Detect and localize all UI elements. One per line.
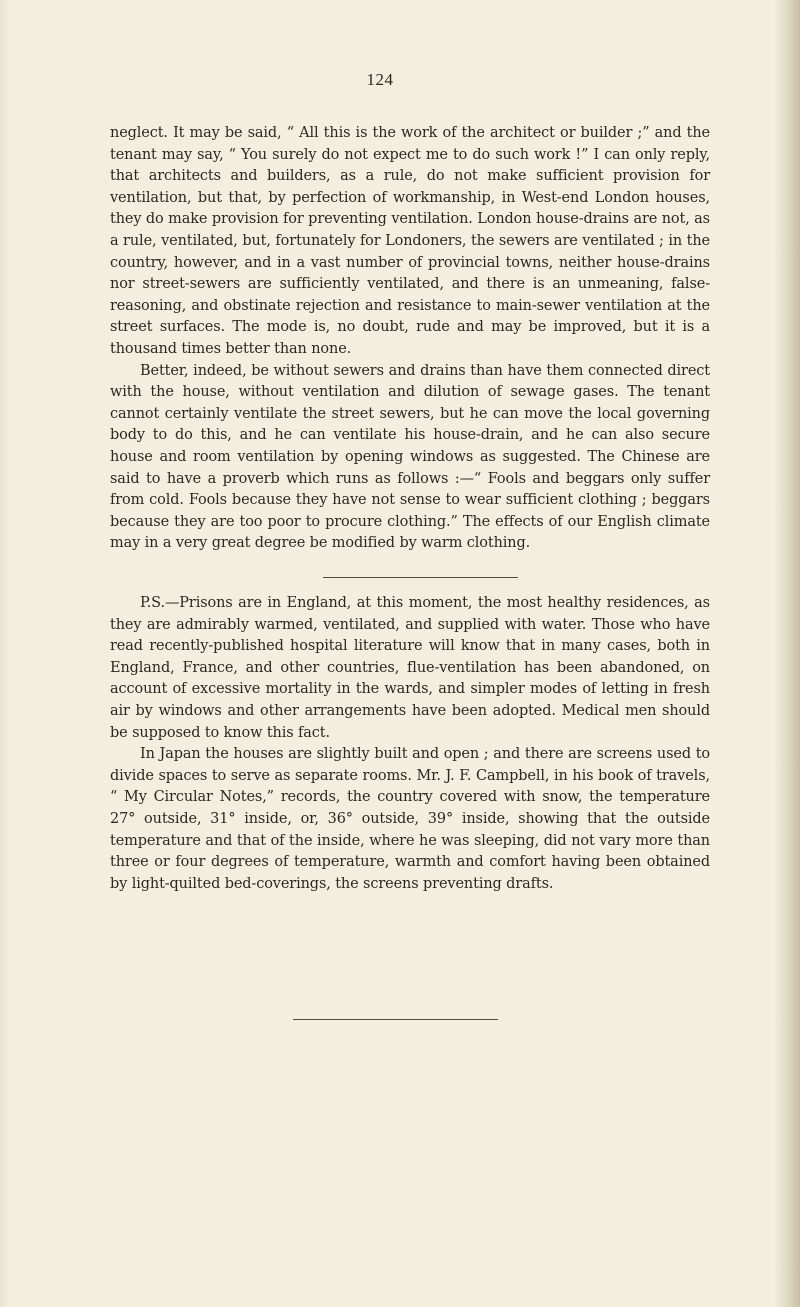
main-text-block (110, 123, 710, 555)
paragraph-neglect: neglect. It may be said, “ All this is the work of the architect or builder ;” and the tenant may say, “ You surely do not expect me to do such work !” I can only reply, that architects and builders, as a rule, do not make sufficient provision for ventilation, but that, by perfection of workmanship, in West-end London houses, they do make provision for preventing ventilation. London house-drains are not, as a rule, ventilated, but, fortunately for Londoners, the sewers are ventilated ; in the country, however, and in a vast number of provincial towns, neither house-drains nor street-sewers are sufficiently ventilated, and there is an unmeaning, false-reasoning, and obstinate rejection and resistance to main-sewer ventilation at the street surfaces. The mode is, no doubt, rude and may be improved, but it is a thousand times better than none. (110, 125, 710, 357)
postscript-block (110, 593, 710, 895)
page-right-shadow (774, 0, 800, 1307)
end-divider (293, 1019, 498, 1020)
section-divider (323, 577, 518, 578)
page-left-shadow (0, 0, 10, 1307)
postscript-japan: In Japan the houses are slightly built and open ; and there are screens used to divide spaces to serve as separate rooms. Mr. J. F. Campbell, in his book of travels, “ My Circular Notes,” records, the country covered with snow, the temperature 27° outside, 31° inside, or, 36° outside, 39° inside, showing that the outside temperature and that of the inside, where he was sleeping, did not vary more than three or four degrees of temperature, warmth and comfort having been obtained by light-quilted bed-coverings, the screens preventing drafts. (110, 746, 710, 892)
postscript-prisons: P.S.—Prisons are in England, at this moment, the most healthy residences, as they are admirably warmed, ventilated, and supplied with water. Those who have read recently-published hospital literature will know that in many cases, both in England, France, and other countries, flue-ventilation has been abandoned, on account of excessive mortality in the wards, and simpler modes of letting in fresh air by windows and other arrangements have been adopted. Medical men should be supposed to know this fact. (110, 595, 710, 741)
paragraph-better-without-sewers: Better, indeed, be without sewers and drains than have them connected direct with the house, without ventilation and dilution of sewage gases. The tenant cannot certainly ventilate the street sewers, but he can move the local governing body to do this, and he can ventilate his house-drain, and he can also secure house and room ventilation by opening windows as suggested. The Chinese are said to have a proverb which runs as follows :—“ Fools and beggars only suffer from cold. Fools because they have not sense to wear sufficient clothing ; beggars because they are too poor to procure clothing.” The effects of our English climate may in a very great degree be modified by warm clothing. (110, 362, 710, 552)
page-number: 124 (366, 70, 394, 89)
